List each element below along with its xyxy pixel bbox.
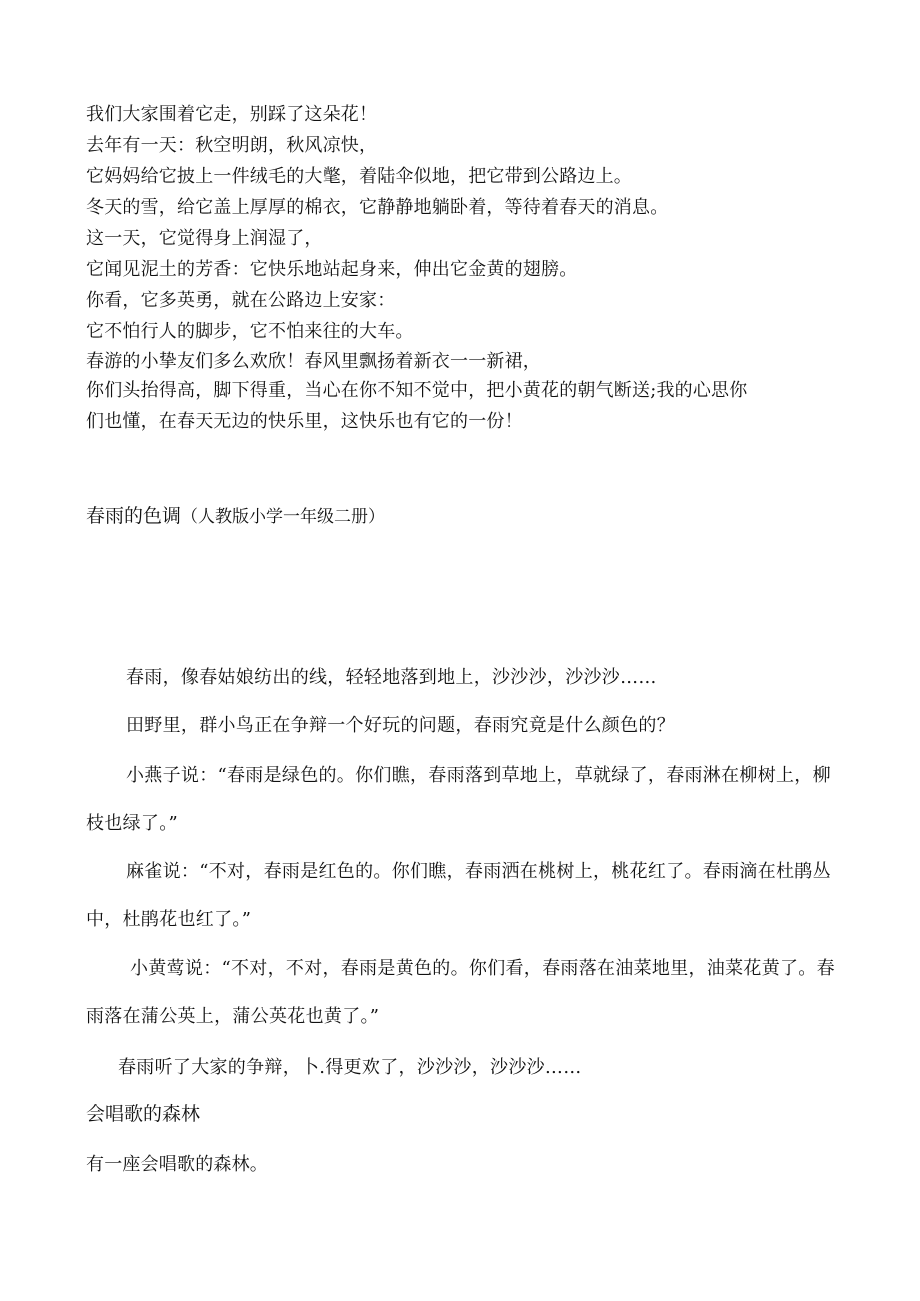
poem-line-9: 春游的小挚友们多么欢欣！春风里飘扬着新衣一一新裙， xyxy=(86,351,541,372)
poem-line-7: 你看，它多英勇，就在公路边上安家： xyxy=(86,290,396,311)
section-subtitle: （人教版小学一年级二册） xyxy=(181,507,386,527)
paragraph-3: 小燕子说：“春雨是绿色的。你们瞧，春雨落到草地上，草就绿了，春雨淋在柳树上，柳枝也绿了。” xyxy=(86,765,831,834)
poem-line-3: 它妈妈给它披上一件绒毛的大氅，着陆伞似地，把它带到公路边上。 xyxy=(86,166,632,187)
poem-line-10: 你们头抬得高，脚下得重，当心在你不知不觉中，把小黄花的朝气断送;我的心思你 xyxy=(86,380,748,401)
section-title-spring-rain xyxy=(86,503,385,530)
paragraph-5: 小黄莺说：“不对，不对，春雨是黄色的。你们看，春雨落在油菜地里，油菜花黄了。春雨落在蒲公英上，蒲公英花也黄了。” xyxy=(86,958,835,1027)
paragraph-4: 麻雀说：“不对，春雨是红色的。你们瞧，春雨洒在桃树上，桃花红了。春雨滴在杜鹃丛中，杜鹃花也红了。” xyxy=(86,861,831,930)
poem-line-8: 它不怕行人的脚步，它不怕来往的大车。 xyxy=(86,321,414,342)
paragraph-1: 春雨，像春姑娘纺出的线，轻轻地落到地上，沙沙沙，沙沙沙…… xyxy=(126,667,657,688)
paragraph-2: 田野里，群小鸟正在争辩一个好玩的问题，春雨究竟是什么颜色的？ xyxy=(126,715,675,736)
poem-line-1: 我们大家围着它走，别踩了这朵花！ xyxy=(86,104,378,125)
poem-line-2: 去年有一天：秋空明朗，秋风凉快， xyxy=(86,135,378,156)
section-title-singing-forest: 会唱歌的森林 xyxy=(86,1103,201,1125)
poem-line-11: 们也懂，在春天无边的快乐里，这快乐也有它的一份！ xyxy=(86,411,523,432)
poem-line-6: 它闻见泥土的芳香：它快乐地站起身来，伸出它金黄的翅膀。 xyxy=(86,259,578,280)
section3-first-line: 有一座会唱歌的森林。 xyxy=(86,1154,268,1175)
paragraph-6: 春雨听了大家的争辩，卜.得更欢了，沙沙沙，沙沙沙…… xyxy=(118,1057,582,1078)
poem-line-4: 冬天的雪，给它盖上厚厚的棉衣，它静静地躺卧着，等待着春天的消息。 xyxy=(86,197,669,218)
poem-line-5: 这一天，它觉得身上润湿了， xyxy=(86,228,323,249)
section-title-text: 春雨的色调 xyxy=(86,505,182,527)
